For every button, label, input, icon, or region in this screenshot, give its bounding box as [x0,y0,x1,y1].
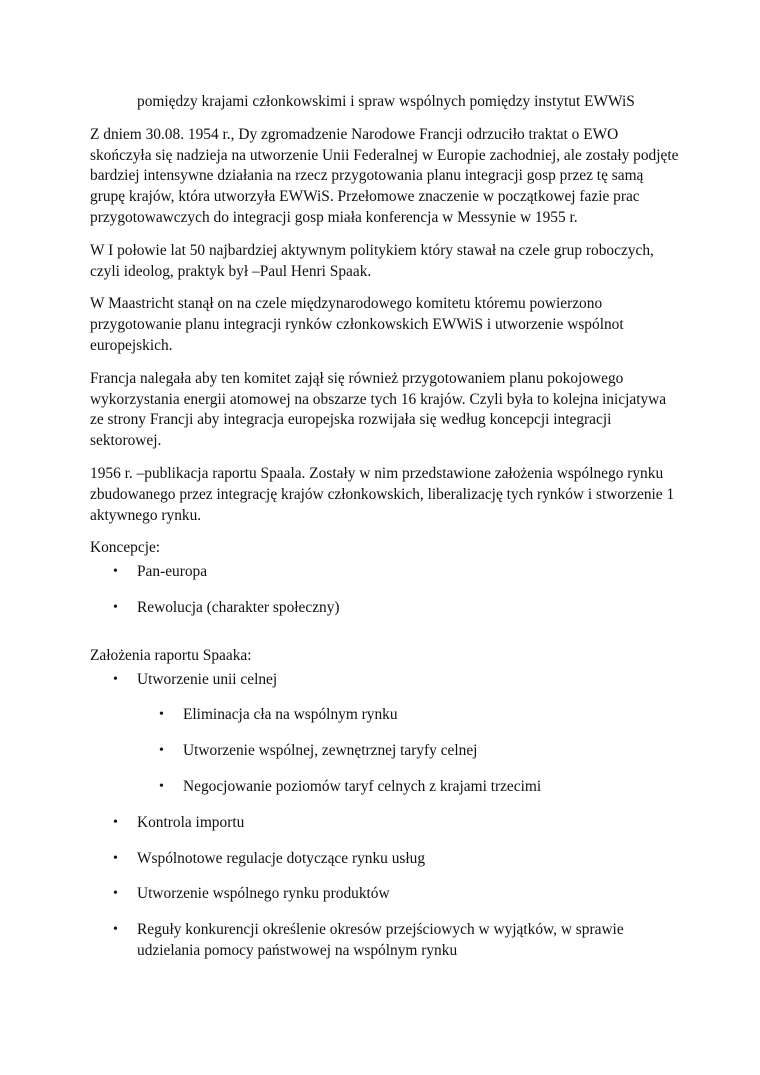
paragraph-francja: Francja nalegała aby ten komitet zajął się również przygotowaniem planu pokojowego wykorzystania energii atomowej na obszarze tych 16 krajów. Czyli była to kolejna inicjatywa ze strony Francji aby integracja europejska rozwijała się według koncepcji integracji sektorowej. [90,369,667,450]
bullet-icon: • [113,850,118,866]
list-item-text: Kontrola importu [137,813,245,831]
list-item-text: Utworzenie wspólnego rynku produktów [137,885,390,903]
zalozenia-list-block [90,670,680,962]
zalozenia-heading: Założenia raportu Spaaka: [90,646,252,664]
list-item [90,849,680,870]
paragraph-1954: Z dniem 30.08. 1954 r., Dy zgromadzenie Narodowe Francji odrzuciło traktat o EWO skończyła się nadzieja na utworzenie Unii Federalnej w Europie zachodniej, ale zostały podjęte bardziej intensywne działania na rzecz przygotowania planu integracji gosp przez tę samą grupę krajów, która utworzyła EWWiS. Przełomowe znaczenie w początkowej fazie prac przygotowawczych do integracji gosp miała konferencja w Messynie w 1955 r. [90,125,679,226]
koncepcje-list [90,562,680,619]
list-item-text: Utworzenie unii celnej [137,670,278,688]
koncepcje-heading: Koncepcje: [90,539,161,557]
list-item-text: Rewolucja (charakter społeczny) [137,598,340,616]
list-item [90,598,680,619]
paragraph-continuation: pomiędzy krajami członkowskimi i spraw wspólnych pomiędzy instytut EWWiS [137,93,635,110]
bullet-icon: • [113,564,118,580]
list-item-text: Pan-europa [137,563,208,581]
list-item [90,562,680,583]
bullet-icon: • [113,671,118,687]
list-item [90,884,680,905]
zalozenia-list-continued [90,813,680,962]
bullet-icon: • [159,778,164,794]
zalozenia-sublist [90,705,680,797]
sublist-item [90,741,680,762]
bullet-icon: • [159,707,164,723]
bullet-icon: • [159,743,164,759]
sublist-item-text: Utworzenie wspólnej, zewnętrznej taryfy celnej [183,742,478,760]
bullet-icon: • [113,814,118,830]
paragraph-maastricht: W Maastricht stanął on na czele międzynarodowego komitetu któremu powierzono przygotowanie planu integracji rynków członkowskich EWWiS i utworzenie wspólnot europejskich. [90,295,624,354]
paragraph-spaak: W I połowie lat 50 najbardziej aktywnym politykiem który stawał na czele grup roboczych, czyli ideolog, praktyk był –Paul Henri Spaak. [90,241,654,280]
document-body [90,92,680,974]
list-item [90,813,680,834]
sublist-item [90,777,680,798]
list-item-text: Reguły konkurencji określenie okresów przejściowych w wyjątków, w sprawie udzielania pomocy państwowej na wspólnym rynku [137,921,624,959]
list-item-text: Wspólnotowe regulacje dotyczące rynku usług [137,849,426,867]
sublist-item [90,705,680,726]
bullet-icon: • [113,922,118,938]
bullet-icon: • [113,886,118,902]
paragraph-raport-1956: 1956 r. –publikacja raportu Spaala. Zostały w nim przedstawione założenia wspólnego rynku zbudowanego przez integrację krajów członkowskich, liberalizację tych rynków i stworzenie 1 aktywnego rynku. [90,464,675,524]
list-item [90,920,680,962]
list-item [90,670,680,691]
zalozenia-list [90,670,680,691]
sublist-item-text: Eliminacja cła na wspólnym rynku [183,706,398,724]
bullet-icon: • [113,599,118,615]
sublist-item-text: Negocjowanie poziomów taryf celnych z krajami trzecimi [183,777,542,795]
koncepcje-list-block [90,562,680,619]
